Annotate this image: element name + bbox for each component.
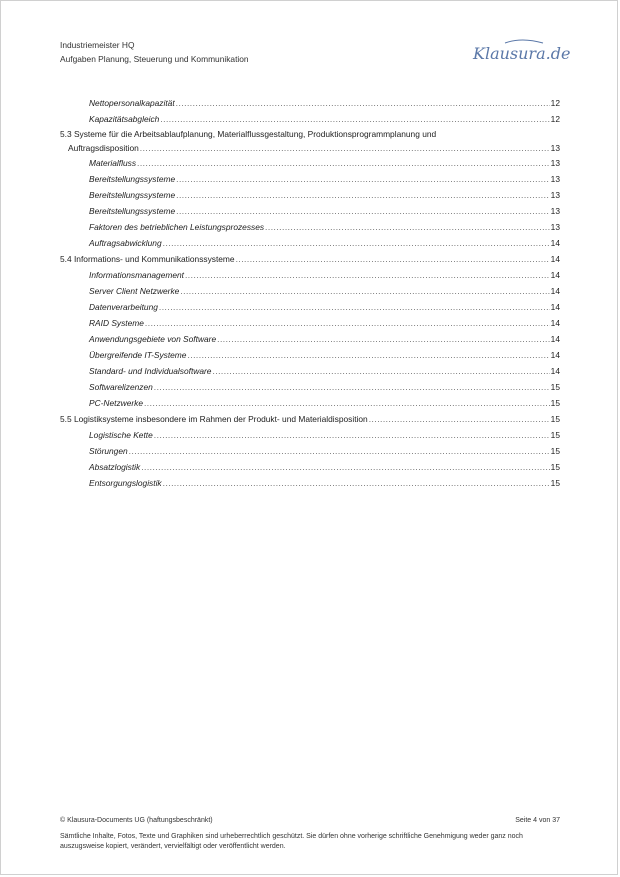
toc-entry-title: Anwendungsgebiete von Software xyxy=(89,334,217,344)
toc-dot-leader xyxy=(145,315,550,331)
toc-entry[interactable] xyxy=(60,459,560,475)
toc-dot-leader xyxy=(159,299,550,315)
toc-dot-leader xyxy=(176,203,550,219)
toc-entry-title: Auftragsabwicklung xyxy=(89,238,162,248)
toc-entry[interactable] xyxy=(60,347,560,363)
toc-entry[interactable] xyxy=(60,251,560,267)
toc-entry[interactable] xyxy=(60,331,560,347)
toc-entry-title: Übergreifende IT-Systeme xyxy=(89,350,187,360)
toc-entry-page: 12 xyxy=(550,114,560,124)
toc-entry-title: 5.4 Informations- und Kommunikationssysteme xyxy=(60,254,235,264)
header-subtitle: Aufgaben Planung, Steuerung und Kommunikation xyxy=(60,54,249,64)
toc-entry-title: Server Client Netzwerke xyxy=(89,286,180,296)
toc-entry-page: 14 xyxy=(550,238,560,248)
toc-entry-title: Softwarelizenzen xyxy=(89,382,153,392)
toc-entry-page: 14 xyxy=(550,302,560,312)
toc-entry-title: 5.5 Logistiksysteme insbesondere im Rahmen der Produkt- und Materialdisposition xyxy=(60,414,368,424)
toc-dot-leader xyxy=(129,443,550,459)
toc-entry-page: 15 xyxy=(550,414,560,424)
klausura-logo xyxy=(471,37,581,67)
toc-entry[interactable] xyxy=(60,379,560,395)
toc-entry-page: 14 xyxy=(550,334,560,344)
toc-entry[interactable] xyxy=(60,363,560,379)
table-of-contents xyxy=(60,95,560,491)
toc-dot-leader xyxy=(163,235,550,251)
toc-entry[interactable] xyxy=(60,111,560,127)
toc-entry[interactable] xyxy=(60,235,560,251)
toc-entry-title: Datenverarbeitung xyxy=(89,302,158,312)
header-title: Industriemeister HQ xyxy=(60,40,135,50)
toc-entry-title: Bereitstellungssysteme xyxy=(89,174,176,184)
toc-dot-leader xyxy=(369,411,550,427)
toc-entry-page: 13 xyxy=(550,222,560,232)
toc-entry[interactable] xyxy=(60,283,560,299)
toc-entry-page: 13 xyxy=(550,206,560,216)
footer-notice: Sämtliche Inhalte, Fotos, Texte und Graphiken sind urheberrechtlich geschützt. Sie dürfen ohne vorherige schriftliche Genehmigung weder ganz noch auszugsweise kopiert, verändert, vervielfältigt oder veröffentlicht werden. xyxy=(60,833,523,850)
toc-entry[interactable] xyxy=(60,187,560,203)
toc-entry-page: 13 xyxy=(550,143,560,153)
toc-entry[interactable] xyxy=(60,475,560,491)
toc-entry-title: Materialfluss xyxy=(89,158,137,168)
toc-dot-leader xyxy=(176,95,550,111)
toc-entry-page: 15 xyxy=(550,382,560,392)
toc-entry-title: Nettopersonalkapazität xyxy=(89,98,175,108)
toc-entry-page: 14 xyxy=(550,350,560,360)
toc-entry-page: 14 xyxy=(550,270,560,280)
toc-entry-page: 14 xyxy=(550,366,560,376)
toc-dot-leader xyxy=(185,267,550,283)
toc-dot-leader xyxy=(176,171,550,187)
toc-entry-page: 13 xyxy=(550,158,560,168)
toc-entry[interactable] xyxy=(60,95,560,111)
page-header xyxy=(60,38,249,66)
toc-entry-title: Entsorgungslogistik xyxy=(89,478,162,488)
toc-dot-leader xyxy=(163,475,550,491)
footer-page-number: Seite 4 von 37 xyxy=(515,817,560,824)
toc-dot-leader xyxy=(236,251,550,267)
toc-entry-page: 14 xyxy=(550,318,560,328)
toc-entry-page: 15 xyxy=(550,446,560,456)
page-footer xyxy=(60,816,560,852)
toc-dot-leader xyxy=(160,111,549,127)
toc-entry[interactable] xyxy=(60,127,560,155)
toc-entry[interactable] xyxy=(60,395,560,411)
toc-entry-page: 12 xyxy=(550,98,560,108)
toc-dot-leader xyxy=(141,459,549,475)
toc-dot-leader xyxy=(212,363,549,379)
toc-entry-page: 15 xyxy=(550,478,560,488)
toc-entry-title: Informationsmanagement xyxy=(89,270,184,280)
toc-entry-title: PC-Netzwerke xyxy=(89,398,143,408)
toc-entry[interactable] xyxy=(60,203,560,219)
toc-entry-page: 14 xyxy=(550,286,560,296)
logo-text: Klausura.de xyxy=(473,44,571,63)
toc-entry-title: Störungen xyxy=(89,446,128,456)
toc-entry-title: Logistische Kette xyxy=(89,430,153,440)
toc-dot-leader xyxy=(154,427,550,443)
toc-entry[interactable] xyxy=(60,171,560,187)
toc-entry-title: RAID Systeme xyxy=(89,318,144,328)
toc-entry-title: Bereitstellungssysteme xyxy=(89,206,176,216)
toc-entry-title: Standard- und Individualsoftware xyxy=(89,366,212,376)
toc-dot-leader xyxy=(154,379,550,395)
toc-entry-page: 15 xyxy=(550,430,560,440)
footer-copyright: © Klausura-Documents UG (haftungsbeschränkt) xyxy=(60,817,213,824)
toc-entry[interactable] xyxy=(60,155,560,171)
toc-entry-page: 14 xyxy=(550,254,560,264)
toc-dot-leader xyxy=(265,219,550,235)
toc-entry[interactable] xyxy=(60,219,560,235)
toc-entry-title: Kapazitätsabgleich xyxy=(89,114,160,124)
toc-dot-leader xyxy=(217,331,550,347)
toc-entry-page: 13 xyxy=(550,174,560,184)
toc-entry-title: Faktoren des betrieblichen Leistungsprozesses xyxy=(89,222,265,232)
toc-entry-title: Bereitstellungssysteme xyxy=(89,190,176,200)
toc-dot-leader xyxy=(187,347,549,363)
toc-dot-leader xyxy=(176,187,550,203)
toc-entry[interactable] xyxy=(60,267,560,283)
toc-dot-leader xyxy=(180,283,549,299)
toc-entry-page: 13 xyxy=(550,190,560,200)
toc-dot-leader xyxy=(144,395,550,411)
toc-entry[interactable] xyxy=(60,299,560,315)
toc-entry[interactable] xyxy=(60,427,560,443)
toc-entry-page: 15 xyxy=(550,398,560,408)
toc-entry-page: 15 xyxy=(550,462,560,472)
toc-entry-title: Absatzlogistik xyxy=(89,462,141,472)
toc-entry-title: Auftragsdisposition xyxy=(68,143,139,153)
toc-dot-leader xyxy=(137,155,550,171)
toc-entry[interactable] xyxy=(60,315,560,331)
toc-entry-title-line1: 5.3 Systeme für die Arbeitsablaufplanung, Materialflussgestaltung, Produktionsprogrammplanung und xyxy=(60,129,437,139)
logo-swoosh xyxy=(505,40,543,43)
toc-entry[interactable] xyxy=(60,411,560,427)
toc-dot-leader xyxy=(140,141,550,155)
toc-entry[interactable] xyxy=(60,443,560,459)
